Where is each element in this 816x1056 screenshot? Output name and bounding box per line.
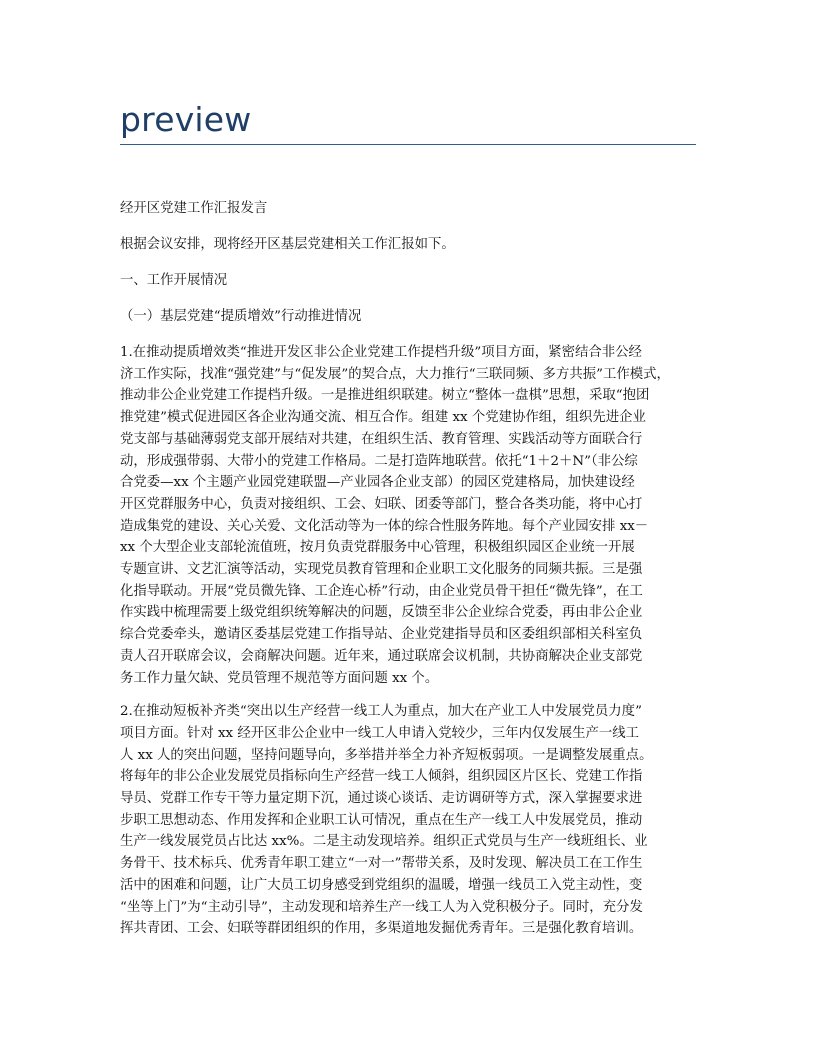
paragraph-line: 活中的困难和问题，让广大员工切身感受到党组织的温暖，增强一线员工入党主动性，变 bbox=[120, 877, 643, 893]
paragraph-line: 推动非公企业党建工作提档升级。一是推进组织联建。树立“整体一盘棋”思想，采取“抱团 bbox=[120, 388, 650, 404]
paragraph-line: 作实践中梳理需要上级党组织统筹解决的问题，反馈至非公企业综合党委，再由非公企业 bbox=[120, 605, 643, 621]
preview-title: preview bbox=[120, 100, 252, 139]
section-heading: 一、工作开展情况 bbox=[120, 273, 228, 288]
paragraph-line: 专题宣讲、文艺汇演等活动，实现党员教育管理和企业职工文化服务的同频共振。三是强 bbox=[120, 562, 643, 578]
paragraph-line: xx 个大型企业支部轮流值班，按月负责党群服务中心管理，积极组织园区企业统一开展 bbox=[120, 540, 635, 556]
paragraph-line: 综合党委牵头，邀请区委基层党建工作指导站、企业党建指导员和区委组织部相关科室负 bbox=[120, 627, 643, 643]
paragraph-line: 开区党群服务中心，负责对接组织、工会、妇联、团委等部门，整合各类功能，将中心打 bbox=[120, 496, 643, 512]
document-title: 经开区党建工作汇报发言 bbox=[120, 201, 268, 216]
paragraph-line: 党支部与基础薄弱党支部开展结对共建，在组织生活、教育管理、实践活动等方面联合行 bbox=[120, 431, 643, 447]
paragraph-line: 将每年的非公企业发展党员指标向生产经营一线工人倾斜，组织园区片区长、党建工作指 bbox=[120, 769, 643, 785]
paragraph-line: 项目方面。针对 xx 经开区非公企业中一线工人申请入党较少，三年内仅发展生产一线工 bbox=[120, 725, 640, 741]
paragraph-line: 生产一线发展党员占比达 xx%。二是主动发现培养。组织正式党员与生产一线班组长、业 bbox=[120, 834, 648, 850]
paragraph-line: 2.在推动短板补齐类“突出以生产经营一线工人为重点，加大在产业工人中发展党员力度” bbox=[120, 704, 642, 720]
paragraph-line: 步职工思想动态、作用发挥和企业职工认可情况，重点在生产一线工人中发展党员，推动 bbox=[120, 812, 643, 828]
paragraph-1 bbox=[120, 342, 696, 689]
paragraph-line: 化指导联动。开展“党员微先锋、工企连心桥”行动，由企业党员骨干担任“微先锋”，在工 bbox=[120, 583, 643, 599]
paragraph-line: 挥共青团、工会、妇联等群团组织的作用，多渠道地发掘优秀青年。三是强化教育培训。 bbox=[120, 921, 643, 937]
intro-text: 根据会议安排，现将经开区基层党建相关工作汇报如下。 bbox=[120, 237, 455, 252]
document-page bbox=[120, 0, 696, 940]
paragraph-line: 济工作实际，找准“强党建”与“促发展”的契合点，大力推行“三联同频、多方共振”工作模式， bbox=[120, 366, 670, 382]
document-content bbox=[120, 198, 696, 940]
paragraph-line: 合党委—xx 个主题产业园党建联盟—产业园各企业支部）的园区党建格局，加快建设经 bbox=[120, 475, 635, 491]
paragraph-line: 责人召开联席会议，会商解决问题。近年来，通过联席会议机制，共协商解决企业支部党 bbox=[120, 648, 643, 664]
paragraph-line: “坐等上门”为“主动引导”，主动发现和培养生产一线工人为入党积极分子。同时，充分发 bbox=[120, 899, 643, 915]
paragraph-line: 造成集党的建设、关心关爱、文化活动等为一体的综合性服务阵地。每个产业园安排 xx－ bbox=[120, 518, 649, 534]
subsection-heading: （一）基层党建“提质增效”行动推进情况 bbox=[120, 309, 362, 324]
paragraph-line: 推党建”模式促进园区各企业沟通交流、相互合作。组建 xx 个党建协作组，组织先进企业 bbox=[120, 410, 646, 426]
paragraph-line: 导员、党群工作专干等力量定期下沉，通过谈心谈话、走访调研等方式，深入掌握要求进 bbox=[120, 791, 643, 807]
paragraph-line: 动，形成强带弱、大带小的党建工作格局。二是打造阵地联营。依托“1＋2＋N”（非公综 bbox=[120, 453, 638, 469]
paragraph-line: 人 xx 人的突出问题，坚持问题导向，多举措并举全力补齐短板弱项。一是调整发展重点。 bbox=[120, 747, 653, 763]
paragraph-line: 务工作力量欠缺、党员管理不规范等方面问题 xx 个。 bbox=[120, 670, 439, 686]
paragraph-line: 务骨干、技术标兵、优秀青年职工建立“一对一”帮带关系，及时发现、解决员工在工作生 bbox=[120, 856, 643, 872]
paragraph-line: 1.在推动提质增效类“推进开发区非公企业党建工作提档升级”项目方面，紧密结合非公经 bbox=[120, 345, 642, 360]
paragraph-2 bbox=[120, 701, 696, 940]
preview-header bbox=[120, 96, 696, 145]
